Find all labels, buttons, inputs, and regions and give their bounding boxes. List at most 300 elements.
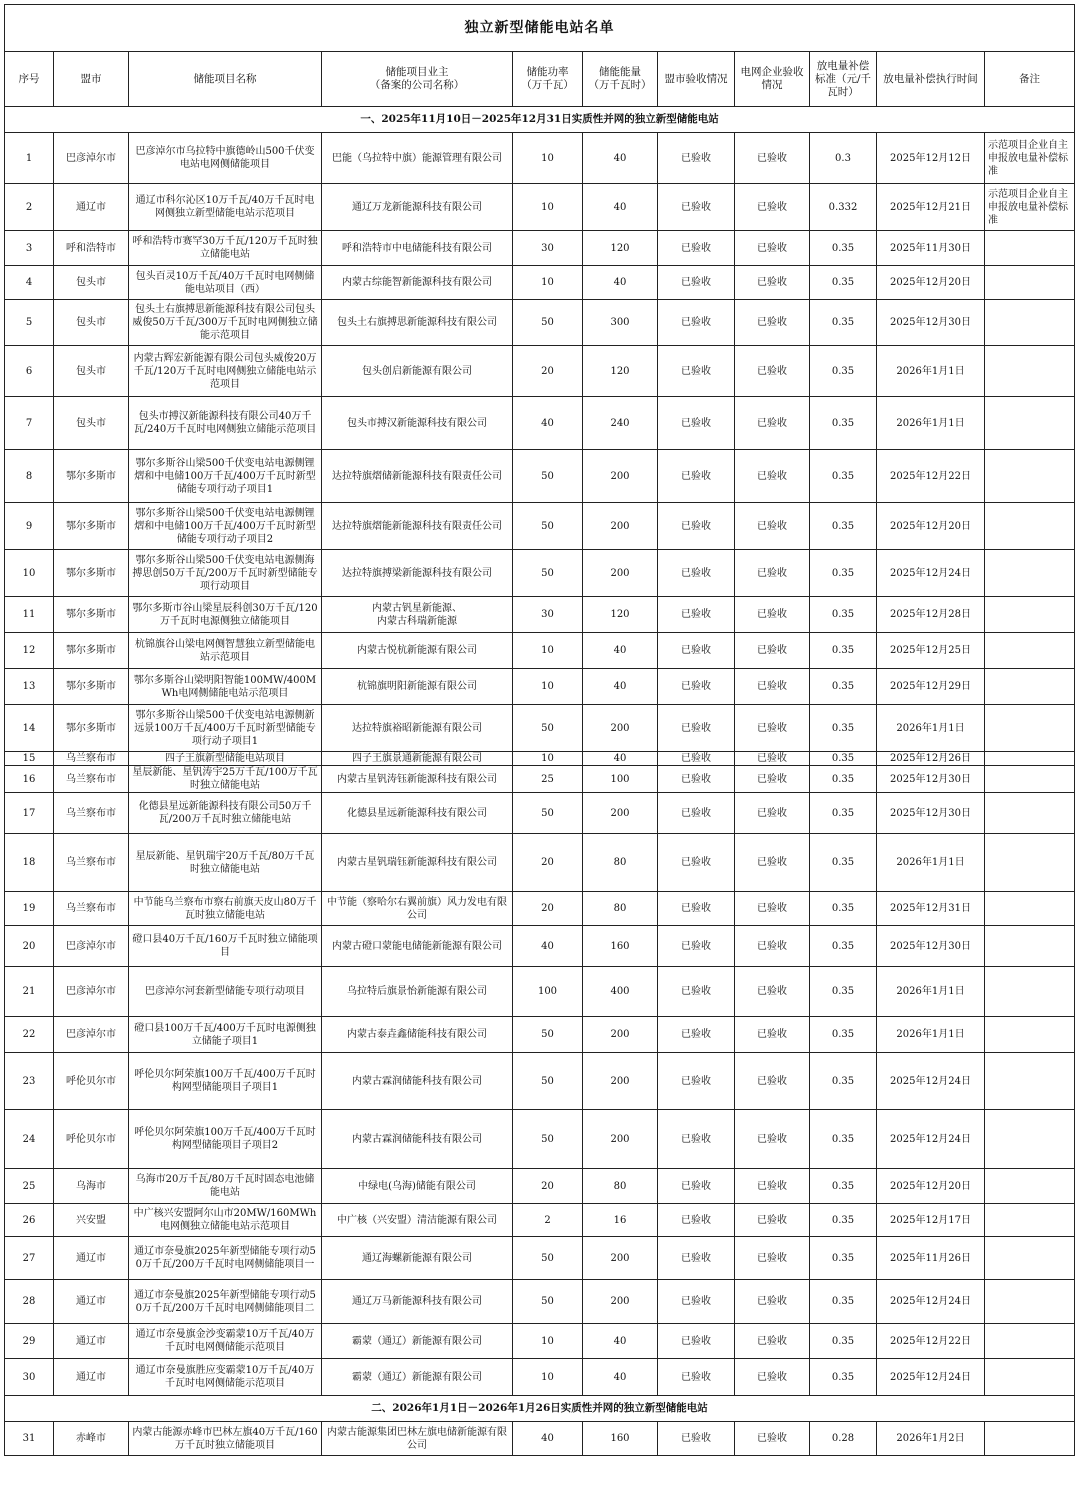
cell-city: 包头市 [54,397,129,450]
table-row [5,231,1075,266]
cell-owner: 通辽海螺新能源有限公司 [322,1237,513,1280]
cell-owner: 通辽万龙新能源科技有限公司 [322,184,513,231]
cell-no: 12 [5,633,54,669]
cell-city-check: 已验收 [658,1169,735,1204]
cell-city: 包头市 [54,266,129,300]
table-row [5,1110,1075,1169]
cell-no: 7 [5,397,54,450]
cell-owner: 达拉特旗熠能新能源科技有限责任公司 [322,503,513,550]
cell-grid-check: 已验收 [735,1017,810,1053]
cell-remark [985,550,1075,597]
cell-no: 30 [5,1359,54,1396]
cell-owner: 达拉特旗搏梁新能源科技有限公司 [322,550,513,597]
cell-city: 鄂尔多斯市 [54,597,129,633]
cell-power: 20 [513,892,583,926]
cell-owner: 杭锦旗明阳新能源有限公司 [322,669,513,705]
cell-time: 2026年1月1日 [877,1017,985,1053]
cell-owner: 达拉特旗熠储新能源科技有限责任公司 [322,450,513,503]
cell-name: 鄂尔多斯谷山梁500千伏变电站电源侧锂熠和中电储100万千瓦/400万千瓦时新型储能专项行动子项目2 [129,503,322,550]
cell-city-check: 已验收 [658,766,735,793]
cell-rate: 0.35 [810,892,877,926]
cell-grid-check: 已验收 [735,1169,810,1204]
cell-time: 2026年1月1日 [877,834,985,892]
cell-city-check: 已验收 [658,705,735,752]
cell-owner: 中绿电(乌海)储能有限公司 [322,1169,513,1204]
column-header: 备注 [985,52,1075,107]
cell-power: 50 [513,1017,583,1053]
table-row [5,1422,1075,1456]
cell-city-check: 已验收 [658,503,735,550]
cell-energy: 200 [583,503,658,550]
cell-name: 鄂尔多斯市谷山梁星辰科创30万千瓦/120万千瓦时电源侧独立储能项目 [129,597,322,633]
column-header: 放电量补偿 标准（元/千 瓦时） [810,52,877,107]
cell-power: 10 [513,133,583,184]
cell-city-check: 已验收 [658,1017,735,1053]
cell-owner: 霸蒙（通辽）新能源有限公司 [322,1324,513,1359]
spreadsheet [4,4,1074,1456]
cell-power: 25 [513,766,583,793]
cell-energy: 80 [583,1169,658,1204]
table-body [5,107,1075,1456]
cell-time: 2025年12月25日 [877,633,985,669]
cell-city: 通辽市 [54,184,129,231]
cell-no: 27 [5,1237,54,1280]
cell-energy: 16 [583,1204,658,1237]
cell-name: 巴彦淖尔市乌拉特中旗德岭山500千伏变电站电网侧储能项目 [129,133,322,184]
cell-rate: 0.35 [810,266,877,300]
cell-name: 包头土右旗搏思新能源科技有限公司包头威俊50万千瓦/300万千瓦时电网侧独立储能示范项目 [129,300,322,346]
cell-energy: 80 [583,892,658,926]
cell-name: 通辽市奈曼旗胜应变霸蒙10万千瓦/40万千瓦时电网侧储能示范项目 [129,1359,322,1396]
cell-time: 2026年1月2日 [877,1422,985,1456]
cell-city-check: 已验收 [658,633,735,669]
cell-time: 2025年12月31日 [877,892,985,926]
cell-remark [985,1422,1075,1456]
cell-owner: 内蒙古霖润储能科技有限公司 [322,1053,513,1110]
cell-power: 10 [513,266,583,300]
cell-power: 10 [513,1324,583,1359]
cell-rate: 0.35 [810,597,877,633]
cell-power: 30 [513,597,583,633]
cell-owner: 内蒙古霖润储能科技有限公司 [322,1110,513,1169]
cell-grid-check: 已验收 [735,1110,810,1169]
cell-city: 乌兰察布市 [54,766,129,793]
section-title: 二、2026年1月1日－2026年1月26日实质性并网的独立新型储能电站 [5,1396,1075,1422]
cell-name: 鄂尔多斯谷山梁500千伏变电站电源侧海搏思创50万千瓦/200万千瓦时新型储能专项行动项目 [129,550,322,597]
cell-city-check: 已验收 [658,133,735,184]
table-row [5,1359,1075,1396]
cell-name: 中节能乌兰察布市察右前旗天皮山80万千瓦时独立储能电站 [129,892,322,926]
cell-power: 30 [513,231,583,266]
cell-remark [985,752,1075,766]
cell-no: 17 [5,793,54,834]
cell-name: 包头百灵10万千瓦/40万千瓦时电网侧储能电站项目（西） [129,266,322,300]
cell-city-check: 已验收 [658,793,735,834]
cell-time: 2025年12月22日 [877,1324,985,1359]
cell-time: 2026年1月1日 [877,705,985,752]
table-row [5,300,1075,346]
column-header: 序号 [5,52,54,107]
cell-no: 5 [5,300,54,346]
table-row [5,766,1075,793]
cell-grid-check: 已验收 [735,346,810,397]
cell-time: 2025年12月20日 [877,1169,985,1204]
cell-power: 50 [513,550,583,597]
cell-name: 呼伦贝尔阿荣旗100万千瓦/400万千瓦时构网型储能项目子项目2 [129,1110,322,1169]
cell-city: 通辽市 [54,1280,129,1324]
cell-owner: 乌拉特后旗景怡新能源有限公司 [322,967,513,1017]
column-header: 储能能量 （万千瓦时） [583,52,658,107]
cell-time: 2026年1月1日 [877,967,985,1017]
table-row [5,346,1075,397]
cell-remark [985,266,1075,300]
cell-city-check: 已验收 [658,1204,735,1237]
cell-city-check: 已验收 [658,1053,735,1110]
cell-rate: 0.35 [810,503,877,550]
cell-city: 通辽市 [54,1237,129,1280]
cell-time: 2025年12月30日 [877,793,985,834]
cell-grid-check: 已验收 [735,633,810,669]
cell-name: 星辰新能、星钒涛宇25万千瓦/100万千瓦时独立储能电站 [129,766,322,793]
cell-no: 24 [5,1110,54,1169]
cell-remark [985,793,1075,834]
table-row [5,397,1075,450]
cell-city: 包头市 [54,300,129,346]
table-row [5,1237,1075,1280]
cell-owner: 巴能（乌拉特中旗）能源管理有限公司 [322,133,513,184]
cell-city-check: 已验收 [658,450,735,503]
cell-owner: 内蒙古悦杭新能源有限公司 [322,633,513,669]
cell-remark [985,926,1075,967]
cell-remark [985,834,1075,892]
cell-remark [985,397,1075,450]
cell-energy: 200 [583,450,658,503]
cell-rate: 0.35 [810,1110,877,1169]
cell-remark [985,1169,1075,1204]
cell-city-check: 已验收 [658,1280,735,1324]
cell-energy: 240 [583,397,658,450]
cell-remark [985,450,1075,503]
column-header: 盟市验收情况 [658,52,735,107]
table-row [5,550,1075,597]
cell-city: 呼伦贝尔市 [54,1053,129,1110]
cell-city-check: 已验收 [658,346,735,397]
cell-remark [985,1324,1075,1359]
cell-grid-check: 已验收 [735,597,810,633]
table-row [5,184,1075,231]
cell-name: 乌海市20万千瓦/80万千瓦时固态电池储能电站 [129,1169,322,1204]
cell-no: 6 [5,346,54,397]
cell-city: 巴彦淖尔市 [54,1017,129,1053]
cell-grid-check: 已验收 [735,503,810,550]
table-row [5,633,1075,669]
cell-city-check: 已验收 [658,231,735,266]
cell-name: 中广核兴安盟阿尔山市20MW/160MWh电网侧独立储能电站示范项目 [129,1204,322,1237]
cell-owner: 内蒙古综能智新能源科技有限公司 [322,266,513,300]
header-row [5,52,1075,107]
cell-time: 2025年12月20日 [877,503,985,550]
cell-power: 50 [513,503,583,550]
cell-energy: 100 [583,766,658,793]
cell-remark [985,892,1075,926]
cell-rate: 0.35 [810,550,877,597]
cell-name: 通辽市科尔沁区10万千瓦/40万千瓦时电网侧独立新型储能电站示范项目 [129,184,322,231]
cell-owner: 内蒙古泰垚鑫储能科技有限公司 [322,1017,513,1053]
cell-no: 28 [5,1280,54,1324]
table-title: 独立新型储能电站名单 [5,5,1075,52]
cell-owner: 内蒙古磴口蒙能电储能新能源有限公司 [322,926,513,967]
cell-city: 呼和浩特市 [54,231,129,266]
cell-city: 巴彦淖尔市 [54,967,129,1017]
cell-city: 乌海市 [54,1169,129,1204]
cell-no: 1 [5,133,54,184]
cell-city-check: 已验收 [658,752,735,766]
cell-city-check: 已验收 [658,597,735,633]
cell-owner: 内蒙古钒星新能源、 内蒙古科瑞新能源 [322,597,513,633]
cell-power: 50 [513,450,583,503]
cell-grid-check: 已验收 [735,397,810,450]
table-row [5,752,1075,766]
cell-name: 鄂尔多斯谷山梁500千伏变电站电源侧锂熠和中电储100万千瓦/400万千瓦时新型储能专项行动子项目1 [129,450,322,503]
cell-energy: 40 [583,184,658,231]
table-row [5,1169,1075,1204]
cell-grid-check: 已验收 [735,550,810,597]
cell-no: 9 [5,503,54,550]
cell-no: 26 [5,1204,54,1237]
cell-grid-check: 已验收 [735,669,810,705]
cell-remark: 示范项目企业自主申报放电量补偿标准 [985,184,1075,231]
cell-time: 2025年12月24日 [877,1053,985,1110]
cell-power: 40 [513,1422,583,1456]
cell-time: 2025年12月20日 [877,266,985,300]
cell-rate: 0.35 [810,1053,877,1110]
cell-name: 呼和浩特市赛罕30万千瓦/120万千瓦时独立储能电站 [129,231,322,266]
cell-power: 50 [513,1280,583,1324]
cell-energy: 300 [583,300,658,346]
cell-no: 29 [5,1324,54,1359]
cell-no: 13 [5,669,54,705]
cell-city: 乌兰察布市 [54,752,129,766]
cell-energy: 200 [583,1110,658,1169]
cell-remark [985,1017,1075,1053]
cell-name: 鄂尔多斯谷山梁明阳智能100MW/400MWh电网侧储能电站示范项目 [129,669,322,705]
cell-grid-check: 已验收 [735,1422,810,1456]
cell-energy: 200 [583,793,658,834]
cell-owner: 包头市搏汉新能源科技有限公司 [322,397,513,450]
cell-owner: 达拉特旗裕昭新能源有限公司 [322,705,513,752]
cell-rate: 0.35 [810,1017,877,1053]
cell-no: 8 [5,450,54,503]
cell-name: 磴口县40万千瓦/160万千瓦时独立储能项目 [129,926,322,967]
cell-no: 20 [5,926,54,967]
cell-no: 18 [5,834,54,892]
cell-rate: 0.35 [810,967,877,1017]
cell-grid-check: 已验收 [735,266,810,300]
cell-rate: 0.35 [810,1169,877,1204]
cell-rate: 0.35 [810,1324,877,1359]
cell-remark [985,503,1075,550]
cell-rate: 0.35 [810,766,877,793]
cell-time: 2026年1月1日 [877,397,985,450]
table-row [5,926,1075,967]
cell-grid-check: 已验收 [735,926,810,967]
cell-energy: 200 [583,1237,658,1280]
cell-grid-check: 已验收 [735,1053,810,1110]
cell-power: 50 [513,705,583,752]
cell-time: 2025年12月30日 [877,766,985,793]
cell-rate: 0.35 [810,633,877,669]
cell-energy: 120 [583,346,658,397]
cell-power: 10 [513,752,583,766]
cell-owner: 内蒙古能源集团巴林左旗电储新能源有限公司 [322,1422,513,1456]
cell-energy: 40 [583,633,658,669]
cell-grid-check: 已验收 [735,834,810,892]
cell-no: 11 [5,597,54,633]
cell-energy: 200 [583,1017,658,1053]
cell-power: 20 [513,834,583,892]
cell-power: 10 [513,633,583,669]
table-row [5,669,1075,705]
cell-energy: 40 [583,1324,658,1359]
cell-time: 2025年12月30日 [877,300,985,346]
cell-rate: 0.35 [810,926,877,967]
cell-time: 2026年1月1日 [877,346,985,397]
cell-grid-check: 已验收 [735,133,810,184]
cell-rate: 0.28 [810,1422,877,1456]
cell-no: 19 [5,892,54,926]
table-row [5,1053,1075,1110]
cell-city-check: 已验收 [658,1237,735,1280]
column-header: 电网企业验收 情况 [735,52,810,107]
cell-grid-check: 已验收 [735,793,810,834]
table-row [5,1204,1075,1237]
station-table [4,4,1075,1456]
cell-owner: 霸蒙（通辽）新能源有限公司 [322,1359,513,1396]
cell-energy: 200 [583,550,658,597]
cell-energy: 40 [583,669,658,705]
cell-power: 10 [513,669,583,705]
cell-remark [985,1359,1075,1396]
cell-grid-check: 已验收 [735,1237,810,1280]
cell-power: 50 [513,1110,583,1169]
cell-rate: 0.35 [810,300,877,346]
cell-city: 鄂尔多斯市 [54,705,129,752]
table-row [5,503,1075,550]
cell-rate: 0.35 [810,834,877,892]
cell-city: 乌兰察布市 [54,793,129,834]
cell-energy: 160 [583,926,658,967]
cell-time: 2025年12月30日 [877,926,985,967]
cell-remark [985,1053,1075,1110]
cell-no: 14 [5,705,54,752]
cell-no: 4 [5,266,54,300]
cell-city: 兴安盟 [54,1204,129,1237]
section-title: 一、2025年11月10日－2025年12月31日实质性并网的独立新型储能电站 [5,107,1075,133]
cell-rate: 0.35 [810,669,877,705]
cell-city-check: 已验收 [658,300,735,346]
cell-city: 赤峰市 [54,1422,129,1456]
cell-time: 2025年12月17日 [877,1204,985,1237]
cell-city: 巴彦淖尔市 [54,926,129,967]
cell-city: 呼伦贝尔市 [54,1110,129,1169]
column-header: 储能项目名称 [129,52,322,107]
cell-power: 10 [513,1359,583,1396]
column-header: 盟市 [54,52,129,107]
cell-energy: 400 [583,967,658,1017]
cell-owner: 中广核（兴安盟）清洁能源有限公司 [322,1204,513,1237]
cell-name: 四子王旗新型储能电站项目 [129,752,322,766]
cell-name: 通辽市奈曼旗2025年新型储能专项行动50万千瓦/200万千瓦时电网侧储能项目二 [129,1280,322,1324]
section-row [5,107,1075,133]
cell-remark [985,967,1075,1017]
cell-no: 25 [5,1169,54,1204]
cell-time: 2025年12月12日 [877,133,985,184]
cell-owner: 包头土右旗搏思新能源科技有限公司 [322,300,513,346]
cell-city-check: 已验收 [658,1422,735,1456]
cell-time: 2025年12月24日 [877,1280,985,1324]
cell-grid-check: 已验收 [735,184,810,231]
cell-remark [985,766,1075,793]
cell-name: 包头市搏汉新能源科技有限公司40万千瓦/240万千瓦时电网侧独立储能示范项目 [129,397,322,450]
cell-grid-check: 已验收 [735,705,810,752]
column-header: 放电量补偿执行时间 [877,52,985,107]
cell-rate: 0.35 [810,231,877,266]
table-row [5,705,1075,752]
cell-energy: 80 [583,834,658,892]
cell-time: 2025年11月26日 [877,1237,985,1280]
cell-grid-check: 已验收 [735,967,810,1017]
cell-city: 乌兰察布市 [54,892,129,926]
table-row [5,1017,1075,1053]
cell-no: 15 [5,752,54,766]
cell-name: 磴口县100万千瓦/400万千瓦时电源侧独立储能子项目1 [129,1017,322,1053]
cell-energy: 40 [583,133,658,184]
cell-owner: 四子王旗景通新能源有限公司 [322,752,513,766]
cell-city-check: 已验收 [658,669,735,705]
cell-name: 通辽市奈曼旗金沙变霸蒙10万千瓦/40万千瓦时电网侧储能示范项目 [129,1324,322,1359]
cell-owner: 内蒙古星钒瑞钰新能源科技有限公司 [322,834,513,892]
cell-grid-check: 已验收 [735,892,810,926]
cell-remark [985,705,1075,752]
cell-grid-check: 已验收 [735,1280,810,1324]
cell-remark [985,231,1075,266]
cell-owner: 呼和浩特市中电储能科技有限公司 [322,231,513,266]
cell-remark [985,633,1075,669]
column-header: 储能项目业主 （备案的公司名称） [322,52,513,107]
cell-remark [985,1110,1075,1169]
cell-remark [985,597,1075,633]
cell-no: 21 [5,967,54,1017]
cell-grid-check: 已验收 [735,752,810,766]
cell-name: 巴彦淖尔河套新型储能专项行动项目 [129,967,322,1017]
cell-city-check: 已验收 [658,184,735,231]
cell-rate: 0.35 [810,752,877,766]
cell-city: 通辽市 [54,1324,129,1359]
cell-owner: 包头创启新能源有限公司 [322,346,513,397]
cell-grid-check: 已验收 [735,766,810,793]
table-row [5,834,1075,892]
cell-name: 鄂尔多斯谷山梁500千伏变电站电源侧新远景100万千瓦/400万千瓦时新型储能专项行动子项目1 [129,705,322,752]
cell-rate: 0.35 [810,1237,877,1280]
cell-no: 22 [5,1017,54,1053]
cell-energy: 40 [583,266,658,300]
cell-power: 20 [513,346,583,397]
cell-grid-check: 已验收 [735,450,810,503]
cell-remark [985,346,1075,397]
cell-energy: 40 [583,1359,658,1396]
cell-time: 2025年12月26日 [877,752,985,766]
cell-no: 23 [5,1053,54,1110]
